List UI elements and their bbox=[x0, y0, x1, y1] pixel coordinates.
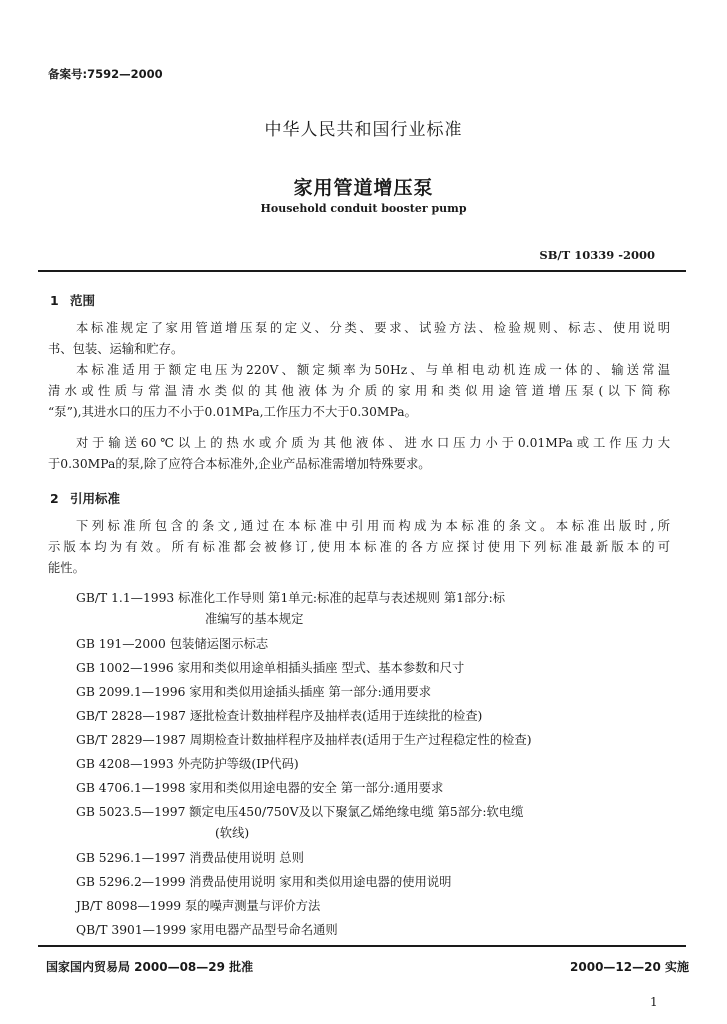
page-number: 1 bbox=[650, 995, 658, 1009]
paragraph bbox=[48, 537, 670, 558]
filing-number: 备案号:7592—2000 bbox=[48, 67, 163, 81]
section-2-heading bbox=[50, 489, 120, 507]
paragraph bbox=[48, 381, 670, 402]
paragraph bbox=[48, 339, 670, 360]
reference-item: GB/T 2829—1987 周期检查计数抽样程序及抽样表(适用于生产过程稳定性的检查) bbox=[76, 733, 532, 747]
reference-item: GB 4706.1—1998 家用和类似用途电器的安全 第一部分:通用要求 bbox=[76, 781, 444, 795]
reference-item: GB/T 2828—1987 逐批检查计数抽样程序及抽样表(适用于连续批的检查) bbox=[76, 709, 483, 723]
paragraph bbox=[48, 558, 670, 579]
paragraph bbox=[48, 318, 670, 339]
page-title: 家用管道增压泵 bbox=[293, 177, 434, 199]
page-title-english: Household conduit booster pump bbox=[260, 202, 467, 215]
reference-item: GB 5296.1—1997 消费品使用说明 总则 bbox=[76, 851, 304, 865]
section-number: 1 bbox=[50, 293, 59, 308]
paragraph bbox=[48, 360, 670, 381]
text-line: 对于输送60℃以上的热水或介质为其他液体、进水口压力小于0.01MPa或工作压力大 bbox=[76, 436, 670, 450]
paragraph bbox=[48, 433, 670, 454]
reference-item: GB 5296.2—1999 消费品使用说明 家用和类似用途电器的使用说明 bbox=[76, 875, 452, 889]
reference-item: GB 4208—1993 外壳防护等级(IP代码) bbox=[76, 757, 299, 771]
paragraph bbox=[48, 454, 670, 475]
reference-item: QB/T 3901—1999 家用电器产品型号命名通则 bbox=[76, 923, 338, 937]
standard-number: SB/T 10339 -2000 bbox=[539, 248, 655, 262]
section-1-heading bbox=[50, 291, 95, 309]
text-line: 能性。 bbox=[48, 561, 85, 575]
implementation-date: 2000—12—20 实施 bbox=[570, 960, 689, 974]
paragraph bbox=[48, 402, 670, 423]
text-line: 本标准适用于额定电压为220V、额定频率为50Hz、与单相电动机连成一体的、输送常温 bbox=[76, 363, 670, 377]
reference-item: GB 5023.5—1997 额定电压450/750V及以下聚氯乙烯绝缘电缆 第5部分:软电缆 bbox=[76, 805, 524, 819]
section-title: 范围 bbox=[70, 293, 96, 308]
footer-rule bbox=[38, 945, 686, 947]
text-line: 示版本均为有效。所有标准都会被修订,使用本标准的各方应探讨使用下列标准最新版本的可 bbox=[48, 540, 670, 554]
reference-item: GB 1002—1996 家用和类似用途单相插头插座 型式、基本参数和尺寸 bbox=[76, 661, 465, 675]
standard-type: 中华人民共和国行业标准 bbox=[264, 120, 463, 140]
reference-item-continued: 准编写的基本规定 bbox=[205, 612, 304, 626]
text-line: 于0.30MPa的泵,除了应符合本标准外,企业产品标准需增加特殊要求。 bbox=[48, 457, 431, 471]
text-line: 本标准规定了家用管道增压泵的定义、分类、要求、试验方法、检验规则、标志、使用说明 bbox=[76, 321, 670, 335]
approval-info: 国家国内贸易局 2000—08—29 批准 bbox=[46, 960, 254, 974]
reference-item: JB/T 8098—1999 泵的噪声测量与评价方法 bbox=[76, 899, 321, 913]
section-number: 2 bbox=[50, 491, 59, 506]
reference-item: GB/T 1.1—1993 标准化工作导则 第1单元:标准的起草与表述规则 第1部分:标 bbox=[76, 591, 506, 605]
section-title: 引用标准 bbox=[70, 491, 121, 506]
reference-item: GB 191—2000 包装储运图示标志 bbox=[76, 637, 269, 651]
reference-item: GB 2099.1—1996 家用和类似用途插头插座 第一部分:通用要求 bbox=[76, 685, 431, 699]
reference-item-continued: (软线) bbox=[215, 826, 250, 840]
header-rule bbox=[38, 270, 686, 272]
paragraph bbox=[48, 516, 670, 537]
text-line: 清水或性质与常温清水类似的其他液体为介质的家用和类似用途管道增压泵(以下简称 bbox=[48, 384, 670, 398]
text-line: 书、包装、运输和贮存。 bbox=[48, 342, 184, 356]
text-line: “泵”),其进水口的压力不小于0.01MPa,工作压力不大于0.30MPa。 bbox=[48, 405, 417, 419]
text-line: 下列标准所包含的条文,通过在本标准中引用而构成为本标准的条文。本标准出版时,所 bbox=[76, 519, 670, 533]
